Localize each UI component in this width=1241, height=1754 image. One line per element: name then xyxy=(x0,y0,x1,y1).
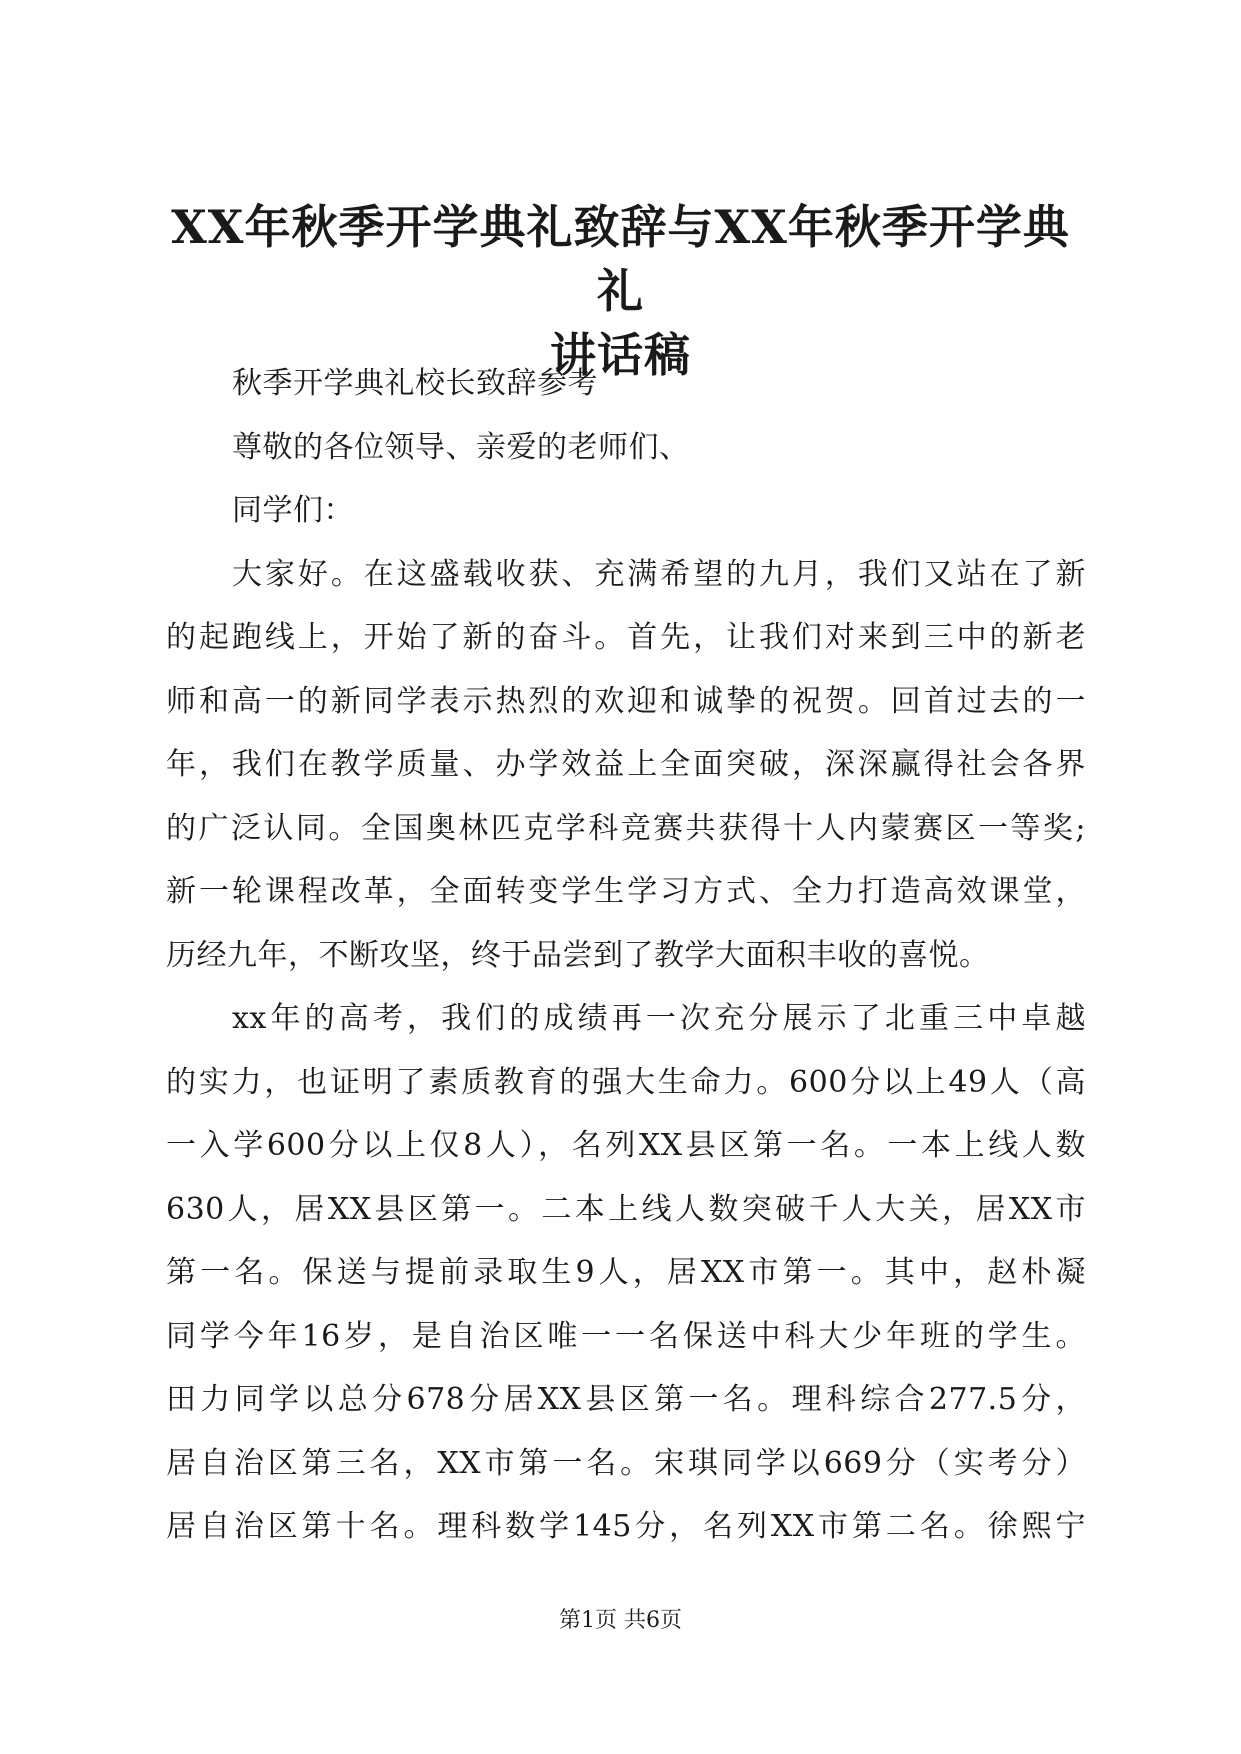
body-line: 630人，居XX县区第一。二本上线人数突破千人大关，居XX市 xyxy=(166,1191,1086,1227)
body-line: 秋季开学典礼校长致辞参考 xyxy=(232,366,598,401)
body-line: 一入学600分以上仅8人），名列XX县区第一名。一本上线人数 xyxy=(166,1128,1086,1163)
body-line: 同学们： xyxy=(232,493,354,528)
body-line: 的实力，也证明了素质教育的强大生命力。600分以上49人（高 xyxy=(166,1064,1086,1100)
body-line: 的起跑线上，开始了新的奋斗。首先，让我们对来到三中的新老 xyxy=(166,620,1086,655)
body-line: 大家好。在这盛载收获、充满希望的九月，我们又站在了新 xyxy=(232,556,1086,592)
body-line: 居自治区第三名，XX市第一名。宋琪同学以669分（实考分） xyxy=(166,1445,1086,1481)
title-line-1: XX年秋季开学典礼致辞与XX年秋季开学典礼 xyxy=(171,200,1070,318)
page-footer: 第1页 共6页 xyxy=(559,1608,682,1633)
body-line: 的广泛认同。全国奥林匹克学科竞赛共获得十人内蒙赛区一等奖; xyxy=(166,810,1086,846)
body-line: xx年的高考，我们的成绩再一次充分展示了北重三中卓越 xyxy=(232,1001,1086,1036)
body-line: 尊敬的各位领导、亲爱的老师们、 xyxy=(232,429,690,465)
body-line: 历经九年，不断攻坚，终于品尝到了教学大面积丰收的喜悦。 xyxy=(166,937,990,973)
body-line: 新一轮课程改革，全面转变学生学习方式、全力打造高效课堂， xyxy=(166,874,1086,909)
body-line: 师和高一的新同学表示热烈的欢迎和诚挚的祝贺。回首过去的一 xyxy=(166,683,1086,719)
body-line: 田力同学以总分678分居XX县区第一名。理科综合277.5分， xyxy=(166,1382,1086,1417)
title-line-2: 讲话稿 xyxy=(550,328,691,382)
body-line: 同学今年16岁，是自治区唯一一名保送中科大少年班的学生。 xyxy=(166,1318,1086,1354)
document-body xyxy=(166,352,1086,1559)
body-line: 年，我们在教学质量、办学效益上全面突破，深深赢得社会各界 xyxy=(166,747,1086,782)
body-line: 居自治区第十名。理科数学145分，名列XX市第二名。徐熙宁 xyxy=(166,1509,1086,1544)
body-line: 第一名。保送与提前录取生9人，居XX市第一。其中，赵朴凝 xyxy=(166,1255,1086,1290)
